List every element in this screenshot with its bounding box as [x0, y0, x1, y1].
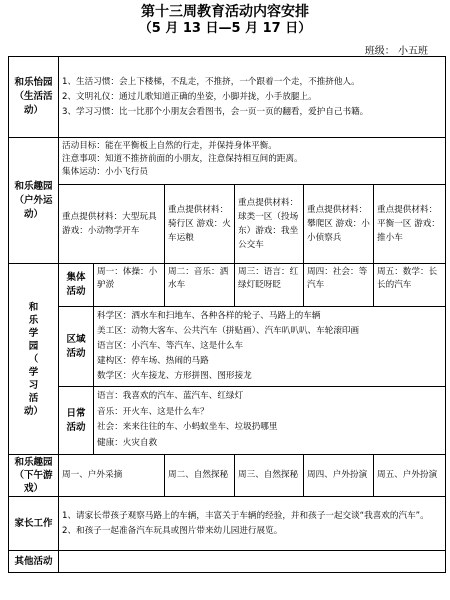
study-header: 和 乐 学 园 （ 学 习 活 动） [9, 264, 59, 455]
other-row [9, 551, 446, 573]
collective-mon: 周一：体操：小驴淤 [94, 264, 165, 307]
outdoor-material-2: 重点提供材料：骑行区 游戏：火车运粮 [165, 185, 235, 264]
parents-line-1: 1、请家长带孩子观察马路上的车辆，丰富关于车辆的经验，并和孩子一起交谈“我喜欢的汽车”。 [62, 510, 429, 521]
page-title: 第十三周教育活动内容安排 [141, 4, 309, 20]
life-row [9, 57, 446, 138]
game-mon: 周一、户外采摘 [59, 455, 165, 497]
date-range: （5 月 13 日—5 月 17 日） [138, 21, 312, 36]
outdoor-material-3: 重点提供材料：球类一区（投场东）游戏：我坐公交车 [235, 185, 304, 264]
daily-line: 社会：来来往往的车、小蚂蚁坐车、垃圾扔哪里 [97, 422, 278, 432]
life-line-3: 3、学习习惯：比一比那个小朋友会看图书，会一页一页的翻看，爱护自己书籍。 [62, 106, 369, 117]
outdoor-goals [59, 138, 446, 185]
game-wed: 周三、自然探秘 [235, 455, 304, 497]
parents-content [59, 497, 446, 551]
study-daily-row [9, 387, 446, 455]
life-header: 和乐怡园 （生活活 动） [9, 57, 59, 138]
outdoor-header: 和乐趣园 （户外运 动） [9, 138, 59, 264]
parents-header: 家长工作 [9, 497, 59, 551]
game-header: 和乐趣园 （下午游 戏） [9, 455, 59, 497]
life-line-1: 1、生活习惯：会上下楼梯，不乱走，不推挤，一个跟着一个走，不推挤他人。 [62, 76, 360, 87]
daily-line: 健康：火灾自救 [97, 437, 158, 448]
daily-line: 语言：我喜欢的汽车、蓝汽车、红绿灯 [97, 391, 244, 401]
game-tue: 周二、自然探秘 [165, 455, 235, 497]
outdoor-material-4: 重点提供材料：攀爬区 游戏：小小侦察兵 [304, 185, 374, 264]
collective-fri: 周五：数学：长长的汽车 [374, 264, 446, 307]
area-line: 语言区：小汽车、等汽车、这是什么车 [97, 341, 244, 351]
study-area-row [9, 307, 446, 387]
outdoor-material-1: 重点提供材料：大型玩具 游戏：小动物学开车 [59, 185, 165, 264]
other-header: 其他活动 [9, 551, 59, 573]
outdoor-row-top [9, 138, 446, 185]
life-line-2: 2、文明礼仪：通过儿歌知道正确的坐姿，小脚并拢，小手放腿上。 [62, 91, 317, 102]
area-label: 区域 活动 [59, 307, 94, 387]
other-content [59, 551, 446, 573]
outdoor-row-materials [9, 185, 446, 264]
collective-wed: 周三：语言：红绿灯眨呀眨 [235, 264, 304, 307]
class-label: 班级： 小五班 [364, 46, 428, 57]
outdoor-caution-line: 注意事项：知道不推挤前面的小朋友，注意保持相互间的距离。 [62, 154, 303, 164]
area-line: 科学区：洒水车和扫地车、各种各样的轮子、马路上的车辆 [97, 311, 321, 321]
collective-tue: 周二：音乐：洒水车 [165, 264, 235, 307]
game-row [9, 455, 446, 497]
daily-content [94, 387, 446, 455]
life-content [59, 57, 446, 138]
outdoor-material-5: 重点提供材料：平衡一区 游戏：推小车 [374, 185, 446, 264]
area-line: 数学区：火车接龙、方形拼图、图形接龙 [97, 371, 252, 381]
outdoor-goal-line: 活动目标：能在平衡板上自然的行走，并保持身体平衡。 [62, 141, 277, 151]
collective-thu: 周四：社会：等汽车 [304, 264, 374, 307]
game-fri: 周五、户外扮演 [374, 455, 446, 497]
area-content [94, 307, 446, 387]
collective-label: 集体 活动 [59, 264, 94, 307]
game-thu: 周四、户外扮演 [304, 455, 374, 497]
parents-line-2: 2、和孩子一起准备汽车玩具或图片带来幼儿园进行展览。 [62, 525, 283, 536]
study-collective-row [9, 264, 446, 307]
area-line: 美工区：动物大客车、公共汽车（拼贴画）、汽车叭叭叭、车轮滚印画 [97, 326, 360, 336]
area-line: 建构区：停车场、热闹的马路 [97, 356, 209, 366]
daily-line: 音乐：开火车、这是什么车？ [97, 406, 209, 417]
schedule-table [8, 56, 446, 573]
parents-row [9, 497, 446, 551]
daily-label: 日常 活动 [59, 387, 94, 455]
outdoor-group-line: 集体运动：小小飞行员 [62, 167, 148, 177]
